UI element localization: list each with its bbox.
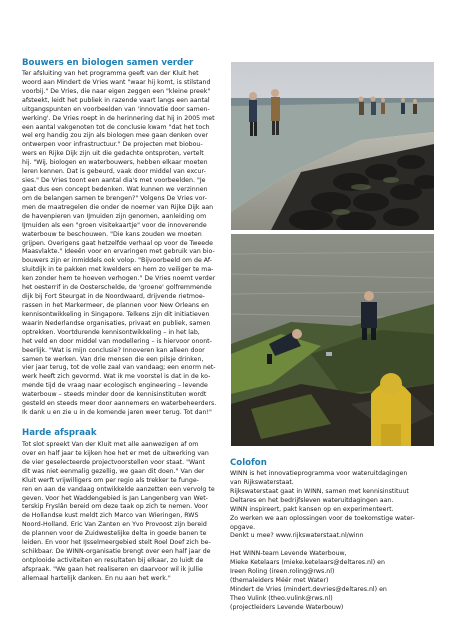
text-line: ken zonder hem te hoeven verhogen." De Vries noemt verder: [22, 275, 216, 283]
text-line: gaat dus een concept bedenken. Wat kunnen we verzinnen: [22, 185, 208, 193]
text-line: WINN inspireert, pakt kansen op en experimenteert.: [230, 505, 394, 513]
text-line: Deltares en het bedrijfsleven wateruitdagingen aan.: [230, 496, 394, 504]
text-line: het veld en door middel van modellering – is hiervoor onont-: [22, 337, 212, 345]
text-line: kennisontwikkeling in Singapore. Telkens zijn dit initiatieven: [22, 310, 210, 318]
text-line: van Rijkswaterstaat.: [230, 478, 294, 486]
text-line: (themaleiders Méér met Water): [230, 577, 329, 585]
text-line: men de maatregelen die onder de noemer van Rijke Dijk aan: [22, 203, 214, 211]
text-line: opgave.: [230, 523, 256, 531]
photo-pier-walkers: [231, 62, 434, 230]
text-line: wers en Rijke Dijk zijn uit die gedachte ontsproten, vertelt: [22, 150, 204, 158]
text-line: de vier geselecteerde projectvoorstellen voor staat. "Want: [22, 458, 205, 466]
text-line: dit was niet eenmalig gezellig, we gaan dit doen." Van der: [22, 467, 205, 475]
text-line: terskip Fryslân bereid om deze taak op zich te nemen. Voor: [22, 503, 209, 511]
text-line: leren kennen. Dat is gebeurd, vaak door middel van excur-: [22, 168, 206, 176]
text-line: ontplooide activiteiten en resultaten bij elkaar, zo luidt de: [22, 556, 204, 564]
text-line: werking'. De Vries roept in de herinnering dat hij in 2005 met: [22, 114, 215, 122]
text-line: Zo werken we aan oplossingen voor de toekomstige water-: [230, 514, 415, 522]
text-line: gesteld en steeds meer door aannemers en waterbeheerders.: [22, 400, 217, 408]
text-line: hij. "Wij, biologen en waterbouwers, hebben elkaar moeten: [22, 159, 208, 167]
text-line: (projectleiders Levende Waterbouw): [230, 603, 344, 611]
text-line: de havenpieren van IJmuiden zijn genomen, aanleiding om: [22, 212, 207, 220]
text-line: de Hollandse kust meldt zich Marco van Wieringen, RWS: [22, 512, 199, 520]
text-line: optrekken. Voortdurende kennisontwikkeling – in het lab,: [22, 328, 200, 336]
text-line: waterbouw – steeds minder door de kennisinstituten wordt: [22, 391, 207, 399]
text-line: mende tijd de vraag naar ecologisch engineering – levende: [22, 382, 208, 390]
text-line: leiden. En voor het IJsselmeergebied stelt Roel Doef zich be-: [22, 539, 211, 547]
text-line: het oesterrif in de Oosterschelde, de 'groene' golfremmende: [22, 284, 212, 292]
text-line: woord aan Mindert de Vries want "waar hij komt, is stilstand: [22, 78, 211, 86]
text-line: een aantal vakgenoten tot de conclusie kwam "dat het toch: [22, 123, 210, 131]
text-line: Denkt u mee? www.rijkswaterstaat.nl/winn: [230, 532, 364, 540]
text-line: schikbaar. De WINN-organisatie brengt over een half jaar de: [22, 548, 211, 556]
text-line: waterbouw te beschouwen. "Die kans zouden we moeten: [22, 230, 202, 238]
text-line: Mieke Ketelaars (mieke.ketelaars@deltares.nl) en: [230, 559, 385, 567]
text-line: wel erg handig zou zijn als biologen mee gaan denken over: [22, 132, 209, 140]
article-body-section1: [22, 70, 222, 418]
text-line: Mindert de Vries (mindert.devries@deltares.nl) en: [230, 585, 387, 593]
article-body-section2: [22, 441, 222, 584]
text-line: Ireen Roling (ireen.roling@rws.nl): [230, 568, 335, 576]
section-heading-bouwers: Bouwers en biologen samen verder: [22, 58, 194, 68]
text-line: IJmuiden als een "groen visitekaartje" voor de innoverende: [22, 221, 207, 229]
text-line: uitgangspunten en voorbeelden van 'innovatie door samen-: [22, 105, 210, 113]
photo-researchers-on-rocks: [231, 234, 434, 446]
text-line: Het WINN-team Levende Waterbouw,: [230, 550, 347, 558]
text-line: [230, 541, 436, 550]
text-line: ren en aan de vandaag ontwikkelde aanzetten een vervolg te: [22, 485, 215, 493]
text-line: Maasvlakte." Ideeën voor en ervaringen met gebruik van bio-: [22, 248, 215, 256]
text-line: Tot slot spreekt Van der Kluit met alle aanwezigen af om: [22, 441, 199, 448]
text-line: afspraak. "We gaan het realiseren en daarvoor wil ik jullie: [22, 565, 203, 573]
text-line: Ter afsluiting van het programma geeft van der Kluit het: [22, 70, 199, 77]
colofon-body: [230, 470, 436, 613]
text-line: de plannen voor de Zuidwestelijke delta in goede banen te: [22, 530, 207, 538]
text-line: bouwers zijn er inmiddels ook volop. "Bijvoorbeeld om de Af-: [22, 257, 212, 265]
text-line: WINN is het innovatieprogramma voor wateruitdagingen: [230, 470, 408, 477]
text-line: Kluit werft vrijwilligers om per regio als trekker te funge-: [22, 476, 199, 484]
text-line: beerlijk. "Wat is mijn conclusie? Innoveren kan alleen door: [22, 346, 205, 354]
text-line: voorbij." De Vries, die naar eigen zeggen een "kleine preek": [22, 87, 211, 95]
text-line: vier jaar terug, tot de volle zaal van vandaag; een enorm net-: [22, 364, 216, 372]
section-heading-harde-afspraak: Harde afspraak: [22, 428, 97, 438]
text-line: Ik dank u en zie u in de komende jaren weer terug. Tot dan!": [22, 409, 212, 417]
text-line: ontwerpen voor infrastructuur." De projecten met biobou-: [22, 141, 203, 149]
text-line: allemaal hartelijk danken. En nu aan het werk.": [22, 574, 171, 582]
text-line: over en half jaar te kijken hoe het er met de uitwerking van: [22, 449, 209, 457]
text-line: waarin Nederlandse organisaties, privaat en publiek, samen: [22, 319, 211, 327]
text-line: Noord-Holland. Eric Van Zanten en Yvo Provoost zijn bereid: [22, 521, 207, 529]
text-line: werk heeft zich gevormd. Wat ik me voorstel is dat in de ko-: [22, 373, 211, 381]
text-line: sies." De Vries toont een aantal dia's met voorbeelden. "Je: [22, 177, 206, 185]
text-line: sluitdijk in te pakken met kwelders en hem zo veiliger te ma-: [22, 266, 214, 274]
text-line: geven. Voor het Waddengebied is Jan Langenberg van Wet-: [22, 494, 208, 502]
text-line: grijpen. Overigens gaat hetzelfde verhaal op voor de Tweede: [22, 239, 213, 247]
text-line: dijk bij Fort Steurgat in de Noordwaard, drijvende rietmoe-: [22, 293, 205, 301]
text-line: Rijkswaterstaat gaat in WINN, samen met kennisinstituut: [230, 487, 409, 495]
text-line: rassen in het Markermeer, de plannen voor New Orleans en: [22, 301, 209, 309]
colofon-heading: Colofon: [230, 458, 267, 468]
text-line: om de belangen samen te brengen?" Volgens De Vries vor-: [22, 194, 207, 202]
text-line: afsteekt, leidt het publiek in razende vaart langs een aantal: [22, 96, 210, 104]
text-line: samen te werken. Van drie mensen die een pilsje drinken,: [22, 355, 204, 363]
text-line: Theo Vulink (theo.vulink@rws.nl): [230, 594, 333, 602]
